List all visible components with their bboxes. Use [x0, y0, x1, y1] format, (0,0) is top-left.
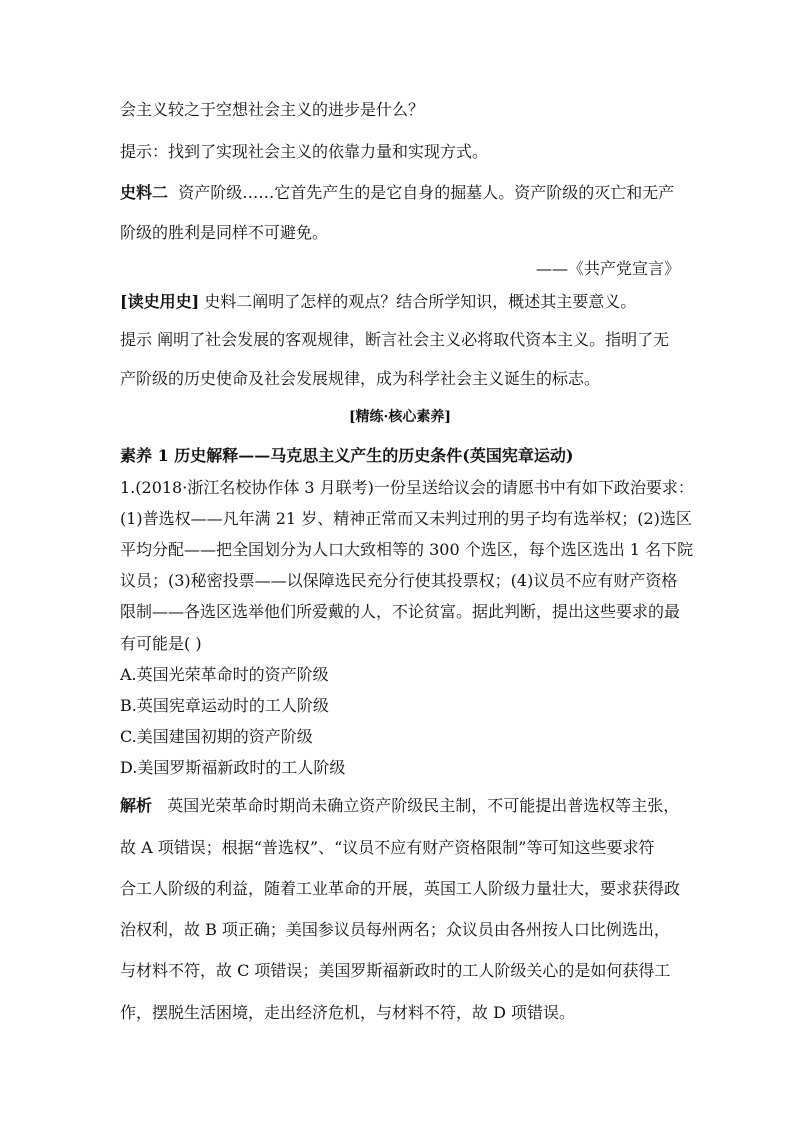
hint-2-line-2: 产阶级的历史使命及社会发展规律，成为科学社会主义诞生的标志。 [120, 369, 601, 388]
question-continuation: 会主义较之于空想社会主义的进步是什么？ [120, 100, 425, 119]
question-1-line: (1)普选权——凡年满 21 岁、精神正常而又未判过刑的男子均有选举权；(2)选区 [120, 509, 692, 528]
read-use-label: [读史用史] [120, 292, 200, 311]
material-2-source: ——《共产党宣言》 [535, 259, 680, 278]
material-2-line-2: 阶级的胜利是同样不可避免。 [120, 223, 329, 242]
analysis-line: 治权利，故 B 项正确；美国参议员每州两名；众议员由各州按人口比例选出， [120, 920, 670, 939]
question-1-line: 平均分配——把全国划分为人口大致相等的 300 个选区，每个选区选出 1 名下院 [120, 540, 694, 559]
option-d: D.美国罗斯福新政时的工人阶级 [120, 758, 346, 777]
option-c: C.美国建国初期的资产阶级 [120, 727, 313, 746]
analysis-line: 合工人阶级的利益，随着工业革命的开展，英国工人阶级力量壮大，要求获得政 [120, 879, 681, 898]
literacy-heading: 素养 1 历史解释——马克思主义产生的历史条件(英国宪章运动) [120, 446, 574, 465]
material-2-label: 史料二 [120, 183, 169, 202]
option-a: A.英国光荣革命时的资产阶级 [120, 665, 329, 684]
read-use-question [120, 292, 680, 312]
material-2-text: 资产阶级……它首先产生的是它自身的掘墓人。资产阶级的灭亡和无产 [178, 183, 675, 202]
option-b: B.英国宪章运动时的工人阶级 [120, 696, 329, 715]
question-1-line: 有可能是( ) [120, 634, 202, 653]
hint-2-line-1: 提示 阐明了社会发展的客观规律，断言社会主义必将取代资本主义。指明了无 [120, 330, 670, 349]
analysis-line: 与材料不符，故 C 项错误；美国罗斯福新政时的工人阶级关心的是如何获得工 [120, 961, 671, 980]
question-1-line: 限制——各选区选举他们所爱戴的人，不论贫富。据此判断，提出这些要求的最 [120, 602, 681, 621]
read-use-text: 史料二阐明了怎样的观点？结合所学知识，概述其主要意义。 [204, 292, 637, 311]
analysis-line-1 [120, 796, 680, 816]
analysis-label: 解析 [120, 796, 153, 815]
analysis-line: 故 A 项错误；根据“普选权”、“议员不应有财产资格限制”等可知这些要求符 [120, 838, 655, 857]
analysis-line: 作，摆脱生活困境，走出经济危机，与材料不符，故 D 项错误。 [120, 1003, 576, 1022]
question-1-line: 议员；(3)秘密投票——以保障选民充分行使其投票权；(4)议员不应有财产资格 [120, 571, 678, 590]
analysis-text: 英国光荣革命时期尚未确立资产阶级民主制，不可能提出普选权等主张， [167, 796, 680, 815]
hint-1: 提示：找到了实现社会主义的依靠力量和实现方式。 [120, 142, 489, 161]
material-2-line-1 [120, 183, 680, 203]
section-title: [精练·核心素养] [348, 409, 452, 425]
question-1-line: 1.(2018·浙江名校协作体 3 月联考)一份呈送给议会的请愿书中有如下政治要求： [120, 478, 694, 497]
